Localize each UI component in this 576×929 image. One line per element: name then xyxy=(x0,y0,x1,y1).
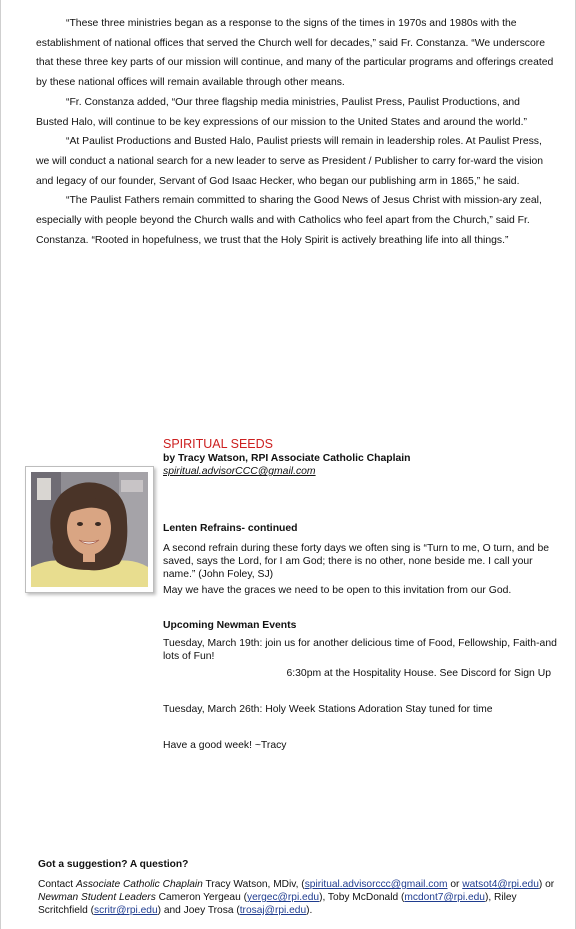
email-link[interactable]: mcdont7@rpi.edu xyxy=(404,892,485,903)
article-paragraph: “At Paulist Productions and Busted Halo, Paulist priests will remain in leadership roles. At Paulist Press, we will conduct a national search for a new leader to serve as President / Publisher to carry for-ward the vision and legacy of our founder, Servant of God Isaac Hecker, who began our publishing arm in 1865,” he said. xyxy=(36,136,544,187)
byline: by Tracy Watson, RPI Associate Catholic Chaplain xyxy=(163,453,411,464)
email-link[interactable]: scritr@rpi.edu xyxy=(94,905,158,916)
contact-text-part: Cameron Yergeau ( xyxy=(155,892,247,903)
author-photo xyxy=(31,472,148,587)
section-text: A second refrain during these forty days we often sing is “Turn to me, O turn, and be saved, says the Lord, for I am God; there is no other, none beside me. I call your name.” (John Foley, SJ) xyxy=(163,543,550,580)
author-photo-frame xyxy=(25,466,154,593)
column-title: SPIRITUAL SEEDS xyxy=(163,437,273,451)
event-detail: 6:30pm at the Hospitality House. See Discord for Sign Up xyxy=(286,668,551,679)
contact-text-part: ), Toby McDonald ( xyxy=(319,892,405,903)
article-body xyxy=(36,14,554,250)
email-link[interactable]: watsot4@rpi.edu xyxy=(462,879,539,890)
contact-text xyxy=(38,878,558,917)
contact-text-part: ). xyxy=(306,905,313,916)
email-link[interactable]: spiritual.advisorccc@gmail.com xyxy=(304,879,448,890)
section-closing: May we have the graces we need to be open to this invitation from our God. xyxy=(163,585,512,596)
role-label: Newman Student Leaders xyxy=(38,892,156,903)
event-item: Tuesday, March 26th: Holy Week Stations Adoration Stay tuned for time xyxy=(163,704,493,715)
article-paragraph: “The Paulist Fathers remain committed to sharing the Good News of Jesus Christ with mission-ary zeal, especially with people beyond the Church walls and with Catholics who feel apart from the Church,” said Fr. Constanza. “Rooted in hopefulness, we trust that the Holy Spirit is actively breathing life into all things.” xyxy=(36,195,542,246)
contact-text-part: ), Riley Scritchfield ( xyxy=(38,892,517,916)
contact-text-part: ) or xyxy=(538,879,555,890)
contact-text-part: ) and Joey Trosa ( xyxy=(157,905,240,916)
email-link[interactable]: yergec@rpi.edu xyxy=(246,892,320,903)
article-paragraph: “Fr. Constanza added, “Our three flagship media ministries, Paulist Press, Paulist Productions, and Busted Halo, will continue to be key expressions of our mission to the United States and around the world.” xyxy=(36,96,527,128)
signoff: Have a good week! ~Tracy xyxy=(163,740,287,751)
event-item: Tuesday, March 19th: join us for another delicious time of Food, Fellowship, Faith-and lots of Fun! xyxy=(163,638,557,662)
email-link[interactable]: trosaj@rpi.edu xyxy=(239,905,307,916)
contact-footer xyxy=(38,858,558,917)
contact-text-part: Tracy Watson, MDiv, ( xyxy=(202,879,305,890)
article-paragraph: “These three ministries began as a response to the signs of the times in 1970s and 1980s with the establishment of national offices that served the Church well for decades,” said Fr. Constanza. “We underscore that these three key parts of our mission will continue, and many of the particular programs and offerings created by these national offices will remain available through other means. xyxy=(36,18,554,89)
role-label: Associate Catholic Chaplain xyxy=(75,879,203,890)
section-heading: Upcoming Newman Events xyxy=(163,620,297,631)
author-email-link[interactable]: spiritual.advisorCCC@gmail.com xyxy=(163,466,316,477)
section-heading: Lenten Refrains- continued xyxy=(163,523,298,534)
contact-text-part: Contact xyxy=(38,879,76,890)
footer-question: Got a suggestion? A question? xyxy=(38,859,189,870)
contact-text-part: or xyxy=(447,879,463,890)
